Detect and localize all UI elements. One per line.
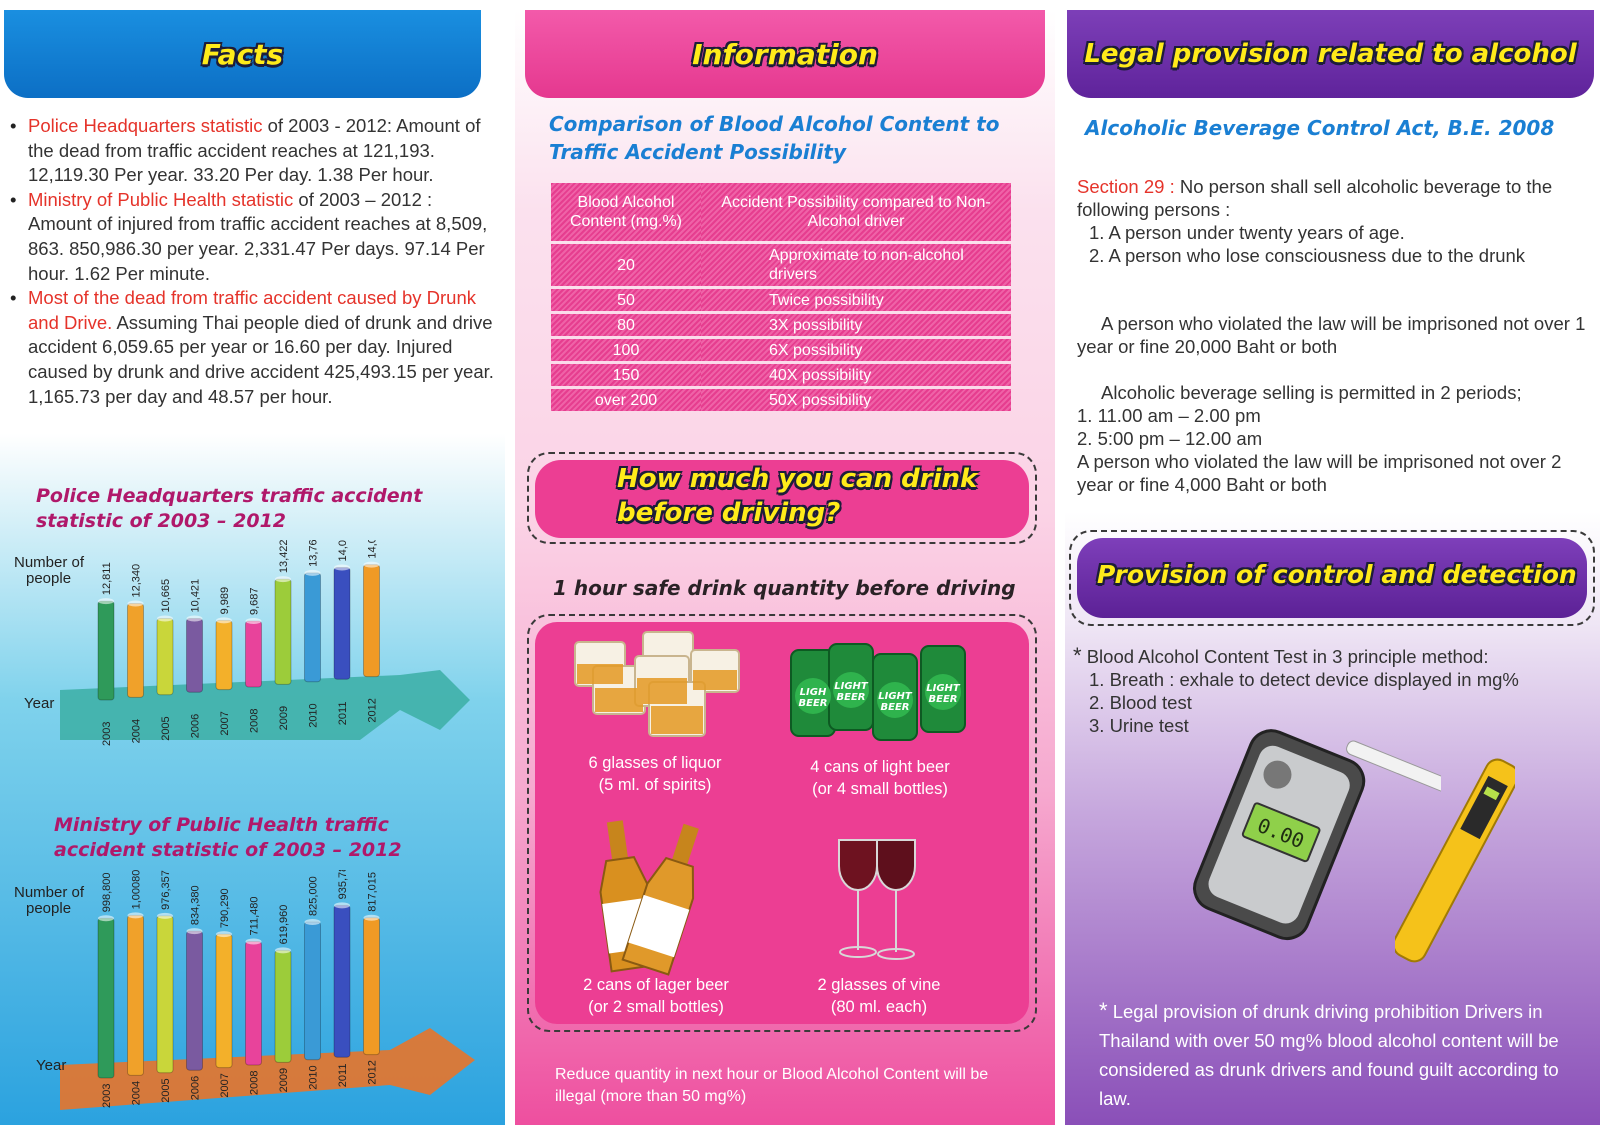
chart-bar [157,916,173,1073]
chart-value-label: 619,960 [278,904,290,945]
fact-item: • Most of the dead from traffic accident caused by Drunk and Drive. Assuming Thai people died of drunk and drive accident 6,059.65 per year or 16.60 per day. Injured caused by drunk and drive accident 425,493.15 per year. 1,165.73 per day and 48.57 per hour. [6,286,496,409]
table-row: over 200 50X possibility [551,389,1011,411]
svg-text:LIGH: LIGH [799,687,827,698]
chart-bar-cap [98,598,114,604]
chart-value-label: 834,380 [189,885,202,926]
chart-tick-label: 2012 [366,1060,379,1085]
safe-drink-title: 1 hour safe drink quantity before driving [553,576,1016,600]
control-intro: * Blood Alcohol Content Test in 3 principle method: [1073,643,1489,668]
chart-bar [157,619,173,695]
chart-bar-cap [157,616,173,622]
list-item: 1. A person under twenty years of age. [1089,222,1405,243]
chart-value-label: 13,422 [278,540,290,574]
chart-value-label: 14,059 [366,540,379,559]
chart-tick-label: 2007 [219,711,231,736]
chart-bar-cap [157,913,173,919]
list-item: 3. Urine test [1089,715,1189,736]
chart-tick-label: 2003 [101,721,113,746]
chart-value-label: 935,781 [337,870,349,900]
information-panel [515,10,1055,1125]
chart-bar-cap [334,902,350,908]
fact-item: • Ministry of Public Health statistic of 2003 – 2012 : Amount of injured from traffic accident reaches at 8,509, 863. 850,986.30 per year. 2,331.47 Per days. 97.14 Per hour. 1.62 Per minute. [6,188,496,286]
svg-text:LIGHT: LIGHT [834,681,868,692]
chart1-xlabel: Year [24,695,55,712]
chart-tick-label: 2011 [337,701,349,726]
list-item: 2. A person who lose consciousness due to the drunk [1089,245,1526,266]
chart-bar [334,905,350,1057]
penalty-1: A person who violated the law will be imprisoned not over 1 year or fine 20,000 Baht or both [1077,313,1586,357]
chart-bar [187,618,203,692]
chart1-ylabel-2: people [26,570,72,587]
chart1-title: Police Headquarters traffic accident statistic of 2003 – 2012 [36,485,423,532]
chart-bar [246,941,262,1065]
chart-tick-label: 2009 [278,705,290,731]
chart-value-label: 14,033 [337,540,349,562]
how-much-title: How much you can drink before driving? [617,464,978,528]
chart-tick-label: 2012 [366,698,379,723]
chart-tick-label: 2003 [101,1083,113,1108]
chart-tick-label: 2009 [278,1067,290,1093]
chart-bar [334,567,350,679]
chart-bar-cap [275,947,291,953]
chart-bar [305,922,321,1060]
chart-value-label: 10,665 [160,578,172,613]
svg-text:LIGHT: LIGHT [926,683,960,694]
asterisk-icon: * [1099,998,1108,1023]
fact-item: • Police Headquarters statistic of 2003 - 2012: Amount of the dead from traffic accident reaches at 121,193. 12,119.30 Per year. 33.20 Per day. 1.38 Per hour. [6,114,496,188]
chart1-ylabel-1: Number of [14,554,85,571]
liquor-glass-icon [573,630,743,740]
legal-title: Legal provision related to alcohol [1084,39,1577,69]
legal-panel [1065,10,1600,1125]
chart-tick-label: 2007 [219,1073,231,1098]
chart-bar-cap [305,570,321,576]
penalty-2: A person who violated the law will be imprisoned not over 2 year or fine 4,000 Baht or both [1077,451,1562,495]
svg-text:BEER: BEER [798,698,828,709]
chart2-title: Ministry of Public Health traffic accident statistic of 2003 – 2012 [54,814,402,861]
detector-pen-icon [1395,740,1515,980]
chart-value-label: 825,000 [307,876,320,916]
chart-bar [246,621,262,687]
drink-lager-beer: 2 cans of lager beer (or 2 small bottles) [583,976,729,1016]
chart2-ylabel-1: Number of [14,884,85,901]
table-row: 80 3X possibility [551,314,1011,336]
table-header: Accident Possibility compared to Non-Alcohol driver [701,183,1011,241]
list-item: 1. Breath : exhale to detect device displayed in mg% [1089,669,1519,690]
chart-bar-cap [246,938,262,944]
wine-glass-icon [833,830,933,970]
chart-value-label: 12,811 [101,562,113,596]
chart-value-label: 998,800 [101,872,113,913]
facts-list [6,114,496,409]
svg-text:BEER: BEER [836,692,866,703]
chart2-xlabel: Year [36,1057,67,1074]
chart-bar-cap [246,618,262,624]
periods-intro: Alcoholic beverage selling is permitted in 2 periods; [1101,382,1522,403]
drink-wine: 2 glasses of vine (80 ml. each) [817,976,941,1016]
police-chart [0,540,505,755]
table-row: 150 40X possibility [551,364,1011,386]
chart-tick-label: 2011 [337,1063,349,1088]
table-header: Blood Alcohol Content (mg.%) [551,183,701,241]
chart-bar-cap [187,615,203,621]
chart1-floor-arrow [60,670,470,740]
chart-tick-label: 2008 [248,708,261,733]
list-item: 2. 5:00 pm – 12.00 am [1077,428,1263,449]
periods-list [1077,404,1577,450]
facts-panel [0,10,505,1125]
list-item: 1. 11.00 am – 2.00 pm [1077,405,1261,426]
chart-bar [275,579,291,684]
legal-header [1067,10,1594,98]
information-title: Information [692,37,878,71]
chart-bar [98,918,114,1078]
chart-tick-label: 2006 [189,713,202,739]
chart-tick-label: 2005 [160,716,172,741]
svg-text:BEER: BEER [880,702,910,713]
chart-bar [216,934,232,1067]
chart-bar-cap [98,915,114,921]
chart-value-label: 790,290 [219,888,231,929]
chart-tick-label: 2006 [189,1075,202,1101]
svg-text:LIGHT: LIGHT [878,691,912,702]
chart-bar [187,931,203,1070]
ministry-chart-svg [0,870,505,1115]
chart-value-label: 12,340 [130,563,143,598]
table-row: 100 6X possibility [551,339,1011,361]
chart-tick-label: 2008 [248,1070,261,1095]
chart-tick-label: 2010 [307,1065,320,1090]
chart-tick-label: 2004 [130,718,143,744]
chart-bar-cap [364,562,380,568]
information-footer: Reduce quantity in next hour or Blood Alcohol Content will be illegal (more than 50 mg%) [555,1066,989,1105]
chart-bar [98,601,114,700]
chart2-ylabel-2: people [26,900,72,917]
chart-value-label: 10,421 [189,578,202,613]
chart-value-label: 9,687 [248,587,261,615]
chart-bar-cap [364,915,380,921]
chart-bar-cap [275,576,291,582]
table-row: 20 Approximate to non-alcohol drivers [551,244,1011,286]
drink-light-beer: 4 cans of light beer (or 4 small bottles) [810,758,950,798]
chart-value-label: 976,357 [160,870,172,910]
beer-can-icon [789,642,969,742]
act-title: Alcoholic Beverage Control Act, B.E. 2008 [1085,116,1555,140]
chart-value-label: 13,766 [307,540,320,567]
control-title: Provision of control and detection [1097,560,1577,589]
table-row: 50 Twice possibility [551,289,1011,311]
chart-value-label: 9,989 [219,586,231,615]
list-item: 2. Blood test [1089,692,1192,713]
device-display: 0.00 [1253,813,1308,854]
chart-bar-cap [128,912,144,918]
information-header [525,10,1045,98]
svg-text:BEER: BEER [928,694,958,705]
chart-bar-cap [305,919,321,925]
asterisk-icon: * [1073,643,1082,668]
chart2-floor-arrow [60,1028,475,1110]
persons-list [1089,221,1579,267]
facts-title: Facts [201,37,284,71]
facts-header [4,10,481,98]
chart-bar [128,915,144,1075]
chart-tick-label: 2010 [307,703,320,728]
chart-bar [305,573,321,682]
chart-bar [364,918,380,1055]
chart-bar [216,620,232,689]
beer-bottle-icon [591,818,711,978]
chart-bar [364,565,380,677]
table-header-row [551,183,1011,241]
bac-table [551,180,1011,414]
chart-tick-label: 2005 [160,1078,172,1103]
chart-bar-cap [334,564,350,570]
legal-note: * Legal provision of drunk driving prohibition Drivers in Thailand with over 50 mg% blood alcohol content will be considered as drunk drivers and found guilt according to law. [1099,998,1559,1109]
chart-bar [275,950,291,1062]
chart-bar-cap [216,617,232,623]
chart-value-label: 817,015 [366,871,379,912]
police-chart-svg [0,540,505,755]
chart-tick-label: 2004 [130,1080,143,1106]
ministry-chart [0,870,505,1115]
chart-bar [128,603,144,697]
chart-value-label: 1,000800 [130,870,143,910]
chart-bar-cap [216,931,232,937]
chart-value-label: 711,480 [248,896,261,936]
chart-bar-cap [128,600,144,606]
section-29: Section 29 : No person shall sell alcoholic beverage to the following persons : [1077,176,1553,220]
comparison-title: Comparison of Blood Alcohol Content to Traffic Accident Possibility [549,112,1000,164]
chart-bar-cap [187,928,203,934]
drink-liquor: 6 glasses of liquor (5 ml. of spirits) [588,754,722,794]
